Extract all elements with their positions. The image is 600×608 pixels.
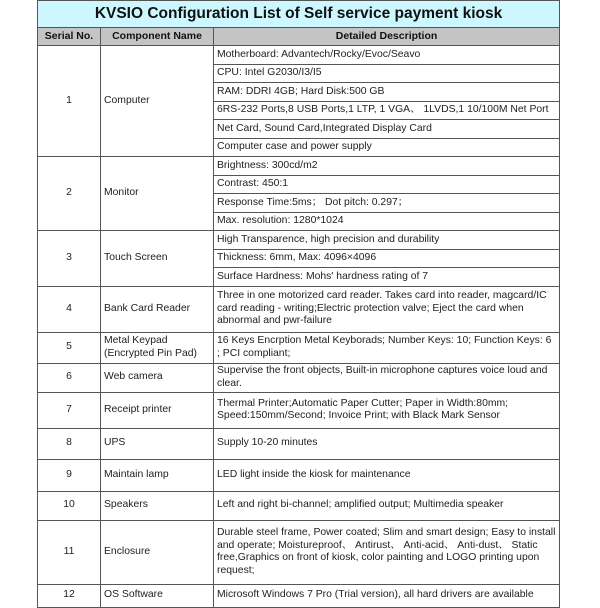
serial-number: 10: [38, 491, 101, 520]
detail-description: Surface Hardness: Mohs' hardness rating of 7: [214, 268, 560, 287]
table-row: [38, 491, 560, 520]
configuration-table: [37, 0, 560, 608]
table-row: [38, 520, 560, 584]
table-row: [38, 157, 560, 176]
serial-number: 9: [38, 459, 101, 491]
header-serial: Serial No.: [38, 28, 101, 46]
serial-number: 8: [38, 428, 101, 459]
header-description: Detailed Description: [214, 28, 560, 46]
table-row: [38, 428, 560, 459]
detail-description: Max. resolution: 1280*1024: [214, 212, 560, 231]
detail-description: Net Card, Sound Card,Integrated Display Card: [214, 120, 560, 139]
detail-description: Brightness: 300cd/m2: [214, 157, 560, 176]
detail-description: Thickness: 6mm, Max: 4096×4096: [214, 249, 560, 268]
detail-description: Three in one motorized card reader. Takes card into reader, magcard/IC card reading - writing;Electric protection valve; Eject the card when abnormal and pwr-failure: [214, 286, 560, 332]
detail-description: Thermal Printer;Automatic Paper Cutter; Paper in Width:80mm; Speed:150mm/Second; Invoice Print; with Black Mark Sensor: [214, 392, 560, 428]
serial-number: 12: [38, 584, 101, 607]
detail-description: CPU: Intel G2030/I3/I5: [214, 64, 560, 83]
component-name: Web camera: [101, 363, 214, 392]
detail-description: 6RS-232 Ports,8 USB Ports,1 LTP, 1 VGA、 1LVDS,1 10/100M Net Port: [214, 101, 560, 120]
component-name: Bank Card Reader: [101, 286, 214, 332]
component-name: Computer: [101, 46, 214, 157]
table-row: [38, 46, 560, 65]
detail-description: 16 Keys Encrption Metal Keyborads; Number Keys: 10; Function Keys: 6 ; PCI compliant;: [214, 332, 560, 363]
serial-number: 2: [38, 157, 101, 231]
detail-description: Contrast: 450:1: [214, 175, 560, 194]
component-name: Enclosure: [101, 520, 214, 584]
detail-description: LED light inside the kiosk for maintenance: [214, 459, 560, 491]
component-name: Metal Keypad (Encrypted Pin Pad): [101, 332, 214, 363]
component-name: Receipt printer: [101, 392, 214, 428]
table-row: [38, 332, 560, 363]
header-component: Component Name: [101, 28, 214, 46]
table-row: [38, 459, 560, 491]
table-row: [38, 584, 560, 607]
component-name: UPS: [101, 428, 214, 459]
detail-description: Motherboard: Advantech/Rocky/Evoc/Seavo: [214, 46, 560, 65]
detail-description: Supply 10-20 minutes: [214, 428, 560, 459]
table-row: [38, 363, 560, 392]
serial-number: 3: [38, 231, 101, 287]
detail-description: Response Time:5ms； Dot pitch: 0.297；: [214, 194, 560, 213]
detail-description: Computer case and power supply: [214, 138, 560, 157]
detail-description: Supervise the front objects, Built-in microphone captures voice loud and clear.: [214, 363, 560, 392]
detail-description: High Transparence, high precision and durability: [214, 231, 560, 250]
table-title: KVSIO Configuration List of Self service payment kiosk: [38, 1, 560, 28]
serial-number: 11: [38, 520, 101, 584]
detail-description: Microsoft Windows 7 Pro (Trial version), all hard drivers are available: [214, 584, 560, 607]
component-name: Maintain lamp: [101, 459, 214, 491]
component-name: Monitor: [101, 157, 214, 231]
table-row: [38, 392, 560, 428]
detail-description: RAM: DDRI 4GB; Hard Disk:500 GB: [214, 83, 560, 102]
serial-number: 1: [38, 46, 101, 157]
component-name: Touch Screen: [101, 231, 214, 287]
serial-number: 4: [38, 286, 101, 332]
table-row: [38, 231, 560, 250]
serial-number: 7: [38, 392, 101, 428]
serial-number: 5: [38, 332, 101, 363]
component-name: OS Software: [101, 584, 214, 607]
component-name: Speakers: [101, 491, 214, 520]
table-row: [38, 286, 560, 332]
table-body: [38, 46, 560, 608]
serial-number: 6: [38, 363, 101, 392]
detail-description: Left and right bi-channel; amplified output; Multimedia speaker: [214, 491, 560, 520]
detail-description: Durable steel frame, Power coated; Slim and smart design; Easy to install and operate; Moistureproof、 Antirust、 Anti-acid、 Anti-dust、 Static free,Graphics on front of kiosk, color painting and LOGO printing upon request;: [214, 520, 560, 584]
header-row: [38, 28, 560, 46]
